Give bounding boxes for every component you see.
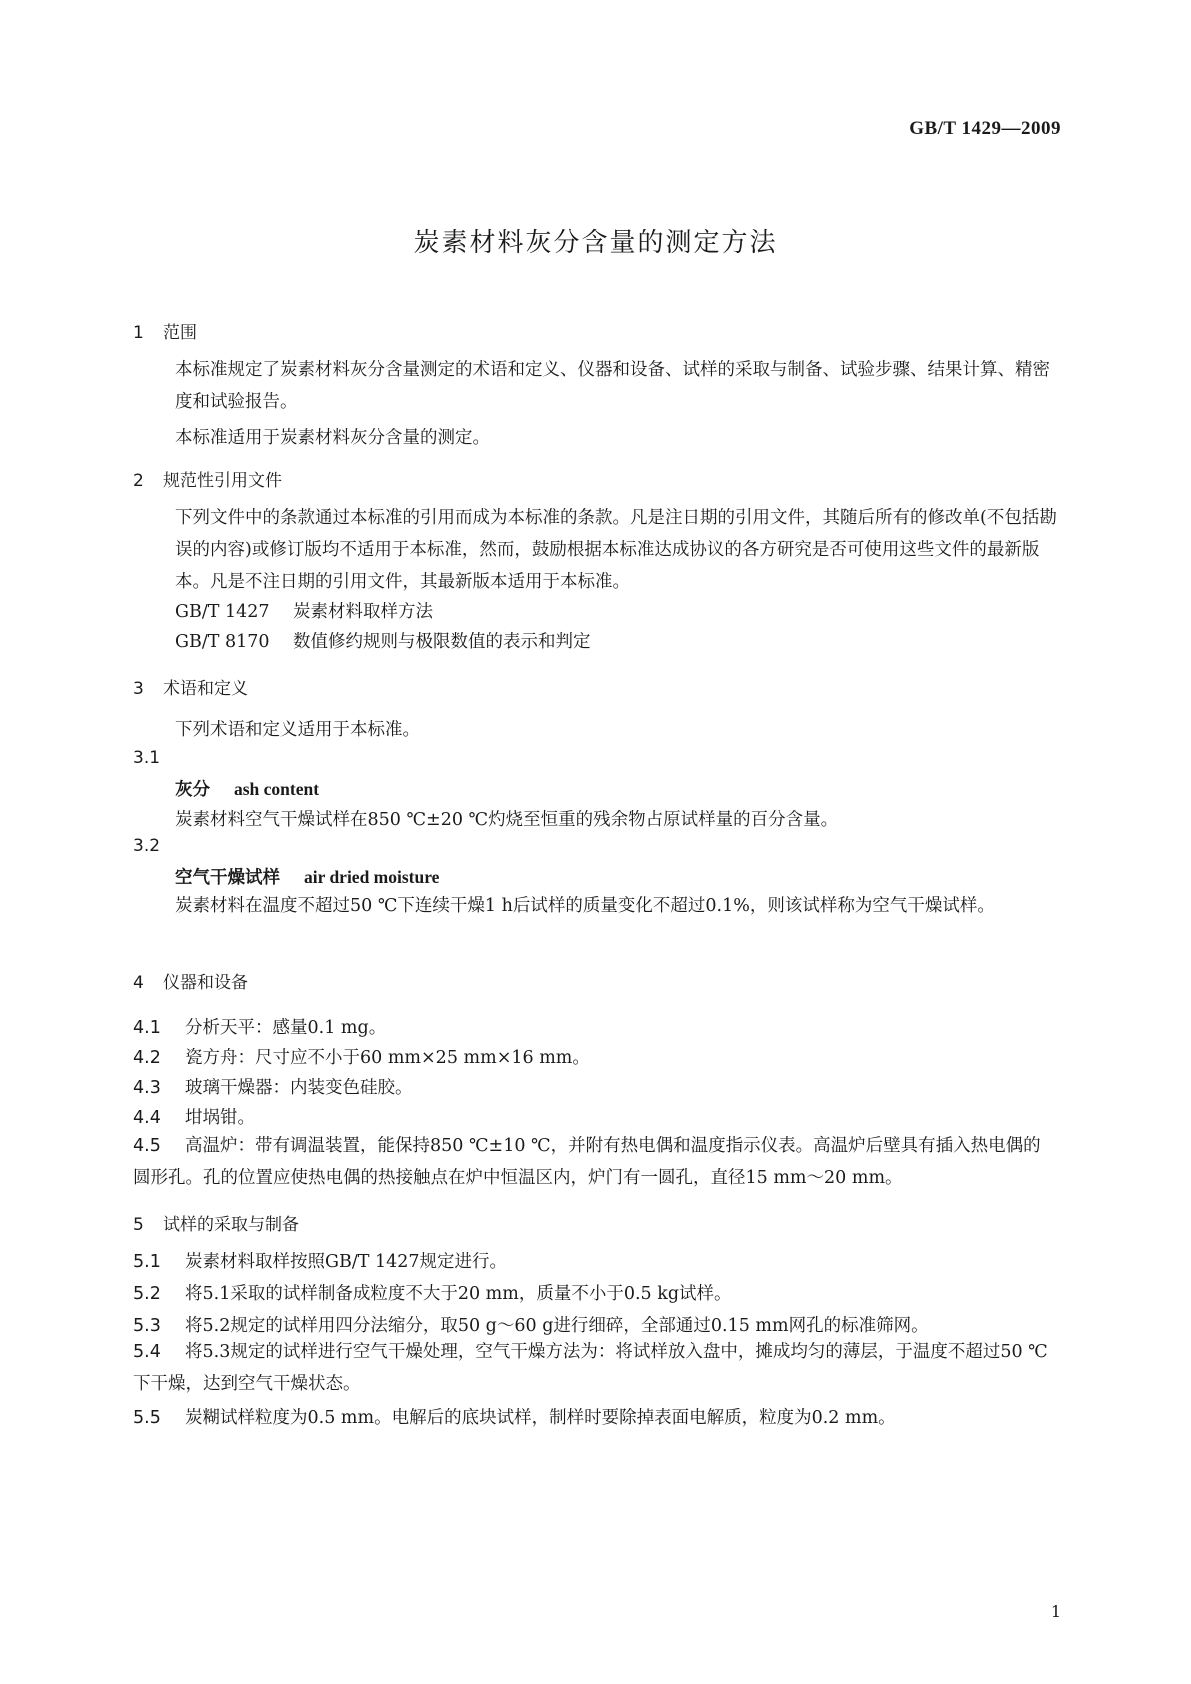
term-definition (133, 890, 1058, 922)
item-number: 5.2 (133, 1284, 161, 1304)
section-number: 1 (133, 323, 144, 343)
paragraph-text: 下列文件中的条款通过本标准的引用而成为本标准的条款。凡是注日期的引用文件，其随后所有的修改单(不包括勘误的内容)或修订版均不适用于本标准，然而，鼓励根据本标准达成协议的各方研究是否可使用这些文件的最新版本。凡是不注日期的引用文件，其最新版本适用于本标准。 (175, 508, 1057, 592)
item-number: 5.3 (133, 1316, 161, 1336)
term-chinese: 空气干燥试样 (175, 868, 280, 888)
term-definition: 炭素材料空气干燥试样在850 ℃±20 ℃灼烧至恒重的残余物占原试样量的百分含量。 (175, 810, 839, 830)
item-number: 5.5 (133, 1408, 161, 1428)
item-text: 将5.1采取的试样制备成粒度不大于20 mm，质量不小于0.5 kg试样。 (185, 1284, 732, 1304)
list-item (133, 1044, 590, 1069)
term-english: ash content (234, 779, 320, 799)
term-english: air dried moisture (304, 867, 440, 887)
item-text: 高温炉：带有调温装置，能保持850 ℃±10 ℃，并附有热电偶和温度指示仪表。高温炉后壁具有插入热电偶的圆形孔。孔的位置应使热电偶的热接触点在炉中恒温区内，炉门有一圆孔，直径15 mm～20 mm。 (133, 1136, 1041, 1188)
section-number: 3 (133, 679, 144, 699)
section-title: 仪器和设备 (163, 973, 248, 993)
item-text: 坩埚钳。 (185, 1108, 255, 1128)
list-item (133, 1312, 929, 1337)
item-text: 炭糊试样粒度为0.5 mm。电解后的底块试样，制样时要除掉表面电解质，粒度为0.2 mm。 (185, 1408, 896, 1428)
item-text: 分析天平：感量0.1 mg。 (185, 1018, 387, 1038)
list-item (133, 1248, 507, 1273)
list-item (133, 1130, 1058, 1194)
reference-code: GB/T 8170 (175, 632, 270, 652)
item-number: 4.2 (133, 1048, 161, 1068)
section-3-heading (133, 674, 248, 699)
standard-code: GB/T 1429—2009 (909, 118, 1061, 139)
section-1-paragraph-1 (133, 354, 1058, 418)
section-1-heading (133, 318, 197, 343)
item-number: 4.4 (133, 1108, 161, 1128)
term-heading (175, 864, 439, 889)
section-title: 范围 (163, 323, 197, 343)
reference-code: GB/T 1427 (175, 602, 270, 622)
list-item (133, 1014, 386, 1039)
item-text: 瓷方舟：尺寸应不小于60 mm×25 mm×16 mm。 (185, 1048, 590, 1068)
item-text: 玻璃干燥器：内装变色硅胶。 (185, 1078, 413, 1098)
reference-title: 数值修约规则与极限数值的表示和判定 (293, 632, 591, 652)
list-item (133, 1404, 896, 1429)
paragraph-text: 本标准规定了炭素材料灰分含量测定的术语和定义、仪器和设备、试样的采取与制备、试验步骤、结果计算、精密度和试验报告。 (175, 360, 1050, 412)
term-heading (175, 776, 319, 801)
section-3-intro: 下列术语和定义适用于本标准。 (175, 720, 420, 740)
item-text: 将5.3规定的试样进行空气干燥处理，空气干燥方法为：将试样放入盘中，摊成均匀的薄层，于温度不超过50 ℃下干燥，达到空气干燥状态。 (133, 1342, 1048, 1394)
section-title: 试样的采取与制备 (163, 1215, 299, 1235)
section-number: 2 (133, 471, 144, 491)
section-2-heading (133, 466, 282, 491)
paragraph-text: 炭素材料在温度不超过50 ℃下连续干燥1 h后试样的质量变化不超过0.1%，则该试样称为空气干燥试样。 (175, 896, 995, 916)
item-number: 5.1 (133, 1252, 161, 1272)
page-title: 炭素材料灰分含量的测定方法 (413, 228, 778, 258)
reference-item (175, 598, 433, 623)
item-text: 炭素材料取样按照GB/T 1427规定进行。 (185, 1252, 508, 1272)
term-number: 3.1 (133, 748, 161, 768)
section-5-heading (133, 1210, 299, 1235)
section-title: 规范性引用文件 (163, 471, 282, 491)
item-text: 将5.2规定的试样用四分法缩分，取50 g～60 g进行细碎，全部通过0.15 mm网孔的标准筛网。 (185, 1316, 929, 1336)
section-4-heading (133, 968, 248, 993)
term-chinese: 灰分 (175, 780, 210, 800)
item-number: 4.1 (133, 1018, 161, 1038)
section-title: 术语和定义 (163, 679, 248, 699)
list-item (133, 1336, 1058, 1400)
section-2-paragraph (133, 502, 1058, 598)
section-1-paragraph-2: 本标准适用于炭素材料灰分含量的测定。 (175, 428, 490, 448)
item-number: 5.4 (133, 1342, 161, 1362)
section-number: 4 (133, 973, 144, 993)
item-number: 4.3 (133, 1078, 161, 1098)
item-number: 4.5 (133, 1136, 161, 1156)
reference-title: 炭素材料取样方法 (293, 602, 433, 622)
list-item (133, 1104, 255, 1129)
term-number: 3.2 (133, 836, 161, 856)
list-item (133, 1074, 413, 1099)
reference-item (175, 628, 591, 653)
section-number: 5 (133, 1215, 144, 1235)
list-item (133, 1280, 732, 1305)
page-number: 1 (1050, 1602, 1061, 1621)
